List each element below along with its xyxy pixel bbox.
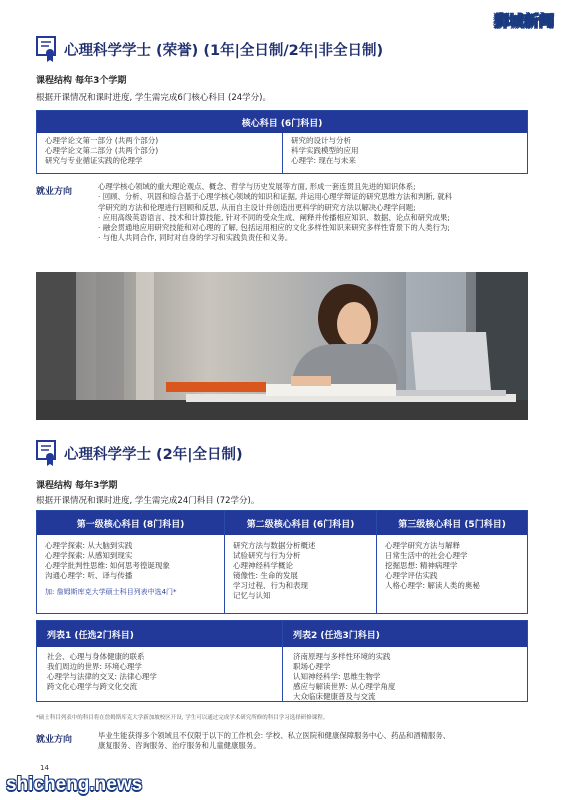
list-item: 认知神经科学: 思维生物学 <box>293 672 381 681</box>
section2-career-label: 就业方向 <box>36 735 73 745</box>
list1-header: 列表1 (任选2门科目) <box>37 621 282 647</box>
list-item: 心理学批判性思维: 如何思考徨诞现象 <box>45 561 170 570</box>
section2-footnote: *硕士科目列表中的科目将在詹姆斯库克大学新加坡校区开设, 学生可以通过完成学术研究所修的科目学习选择研修课程。 <box>36 715 329 721</box>
list-item: 研究与专业循证实践的伦理学 <box>45 156 143 165</box>
list1 <box>37 621 283 701</box>
section1-structure-note: 根据开课情况和课时进度, 学生需完成6门核心科目 (24学分)。 <box>36 93 271 103</box>
watermark-bottom: shicheng.news <box>6 774 143 795</box>
section1-core-right <box>283 133 527 173</box>
col2-header: 第二级核心科目 (6门科目) <box>225 511 376 535</box>
section2-structure-note: 根据开课情况和课时进度, 学生需完成24门科目 (72学分)。 <box>36 496 260 506</box>
list-item: 心理学探索: 从大脑到实践 <box>45 541 133 550</box>
list-item: 挖掘思想: 精神病理学 <box>385 561 458 570</box>
career-line: · 融会贯通地应用研究技能和对心理的了解, 包括运用相应的文化多样性知识来研究多样性背景下的人类行为; <box>98 223 450 233</box>
list2-header: 列表2 (任选3门科目) <box>283 621 527 647</box>
list-item: 社会、心理与身体健康的联系 <box>47 652 145 661</box>
list-item: 沟通心理学: 听、译与传播 <box>45 571 133 580</box>
section2-structure-label: 课程结构 每年3学期 <box>36 481 118 491</box>
section1-title: 心理科学学士 (荣誉) (1年|全日制/2年|非全日制) <box>64 42 384 59</box>
list-item: 科学实践模型的应用 <box>291 146 359 155</box>
section2-elective-table <box>36 620 528 702</box>
list-item: 心理神经科学概论 <box>233 561 293 570</box>
section2-col3 <box>377 511 527 613</box>
list-item: 济南原理与多样性环境的实践 <box>293 652 391 661</box>
career-line: 心理学核心领域的重大理论观点、概念、哲学与历史发展等方面, 形成一套连贯且先进的知识体系; <box>98 182 416 191</box>
section2-col1 <box>37 511 225 613</box>
list-item: 心理学论文第二部分 (共两个部分) <box>45 146 159 155</box>
list-item: 心理学与法律的交叉: 法律心理学 <box>47 672 157 681</box>
career-line: 学研究的方法和伦理进行回顾和反思, 从而自主设计并创造出更科学的研究方法以解决心理学问题; <box>98 202 416 212</box>
section1-career-text <box>98 182 532 244</box>
certificate-icon <box>36 36 56 62</box>
col3-header: 第三级核心科目 (5门科目) <box>377 511 527 535</box>
career-line: 康复服务、咨询服务、治疗服务和儿童健康服务。 <box>98 741 261 751</box>
list-item: 日常生活中的社会心理学 <box>385 551 468 560</box>
list-item: 镜像性: 生命的发展 <box>233 571 298 580</box>
list-item: 研究的设计与分析 <box>291 136 351 145</box>
list-item: 心理学探索: 从感知到现实 <box>45 551 133 560</box>
list-item: 我们周边的世界: 环境心理学 <box>47 662 142 671</box>
page-number: 14 <box>40 764 49 772</box>
career-line: 毕业生能获得多个领域且不仅限于以下的工作机会: 学校、私立医院和健康保障服务中心、药品和酒精服务、 <box>98 731 451 740</box>
col1-note: 加: 詹姆斯库克大学硕士科目列表中选4门* <box>45 588 177 596</box>
list-item: 研究方法与数据分析概述 <box>233 541 316 550</box>
career-line: · 回顾、分析、巩固和综合基于心理学核心领域的知识和证据, 并运用心理学辩证的研究思维方法和判断, 就科 <box>98 192 453 202</box>
career-line: · 应用高级英语语言、技术和计算技能, 针对不同的受众生成、阐释并传播相应知识、数据、论点和研究成果; <box>98 212 450 222</box>
list-item: 心理学评估实践 <box>385 571 438 580</box>
list-item: 学习过程、行为和表现 <box>233 581 308 590</box>
certificate-icon <box>36 440 56 466</box>
col1-header: 第一级核心科目 (8门科目) <box>37 511 224 535</box>
section2-title: 心理科学学士 (2年|全日制) <box>64 446 243 463</box>
section2-col2 <box>225 511 377 613</box>
list-item: 大众临床健康普及与交流 <box>293 692 376 701</box>
watermark-top: 狮城新闻 <box>493 12 554 30</box>
list2 <box>283 621 527 701</box>
list-item: 感应与解读世界: 从心理学角度 <box>293 682 396 691</box>
career-line: · 与他人共同合作, 同时对自身的学习和实践负责任和义务。 <box>98 233 293 243</box>
list-item: 记忆与认知 <box>233 591 271 600</box>
section2-core-table <box>36 510 528 614</box>
section2-career-text <box>98 731 532 752</box>
section1-heading <box>36 36 383 62</box>
section1-career-label: 就业方向 <box>36 187 73 197</box>
list-item: 职场心理学 <box>293 662 331 671</box>
list-item: 跨文化心理学与跨文化交流 <box>47 682 137 691</box>
list-item: 人格心理学: 解读人类的奥秘 <box>385 581 480 590</box>
section2-heading <box>36 440 243 466</box>
list-item: 心理学论文第一部分 (共两个部分) <box>45 136 159 145</box>
student-studying-photo <box>36 272 528 420</box>
list-item: 试验研究与行为分析 <box>233 551 301 560</box>
section1-core-left <box>37 133 283 173</box>
section1-core-table <box>36 110 528 174</box>
list-item: 心理学研究方法与解释 <box>385 541 460 550</box>
list-item: 心理学: 现在与未来 <box>291 156 356 165</box>
section1-core-header: 核心科目 (6门科目) <box>37 111 527 133</box>
section1-structure-label: 课程结构 每年3个学期 <box>36 76 127 86</box>
